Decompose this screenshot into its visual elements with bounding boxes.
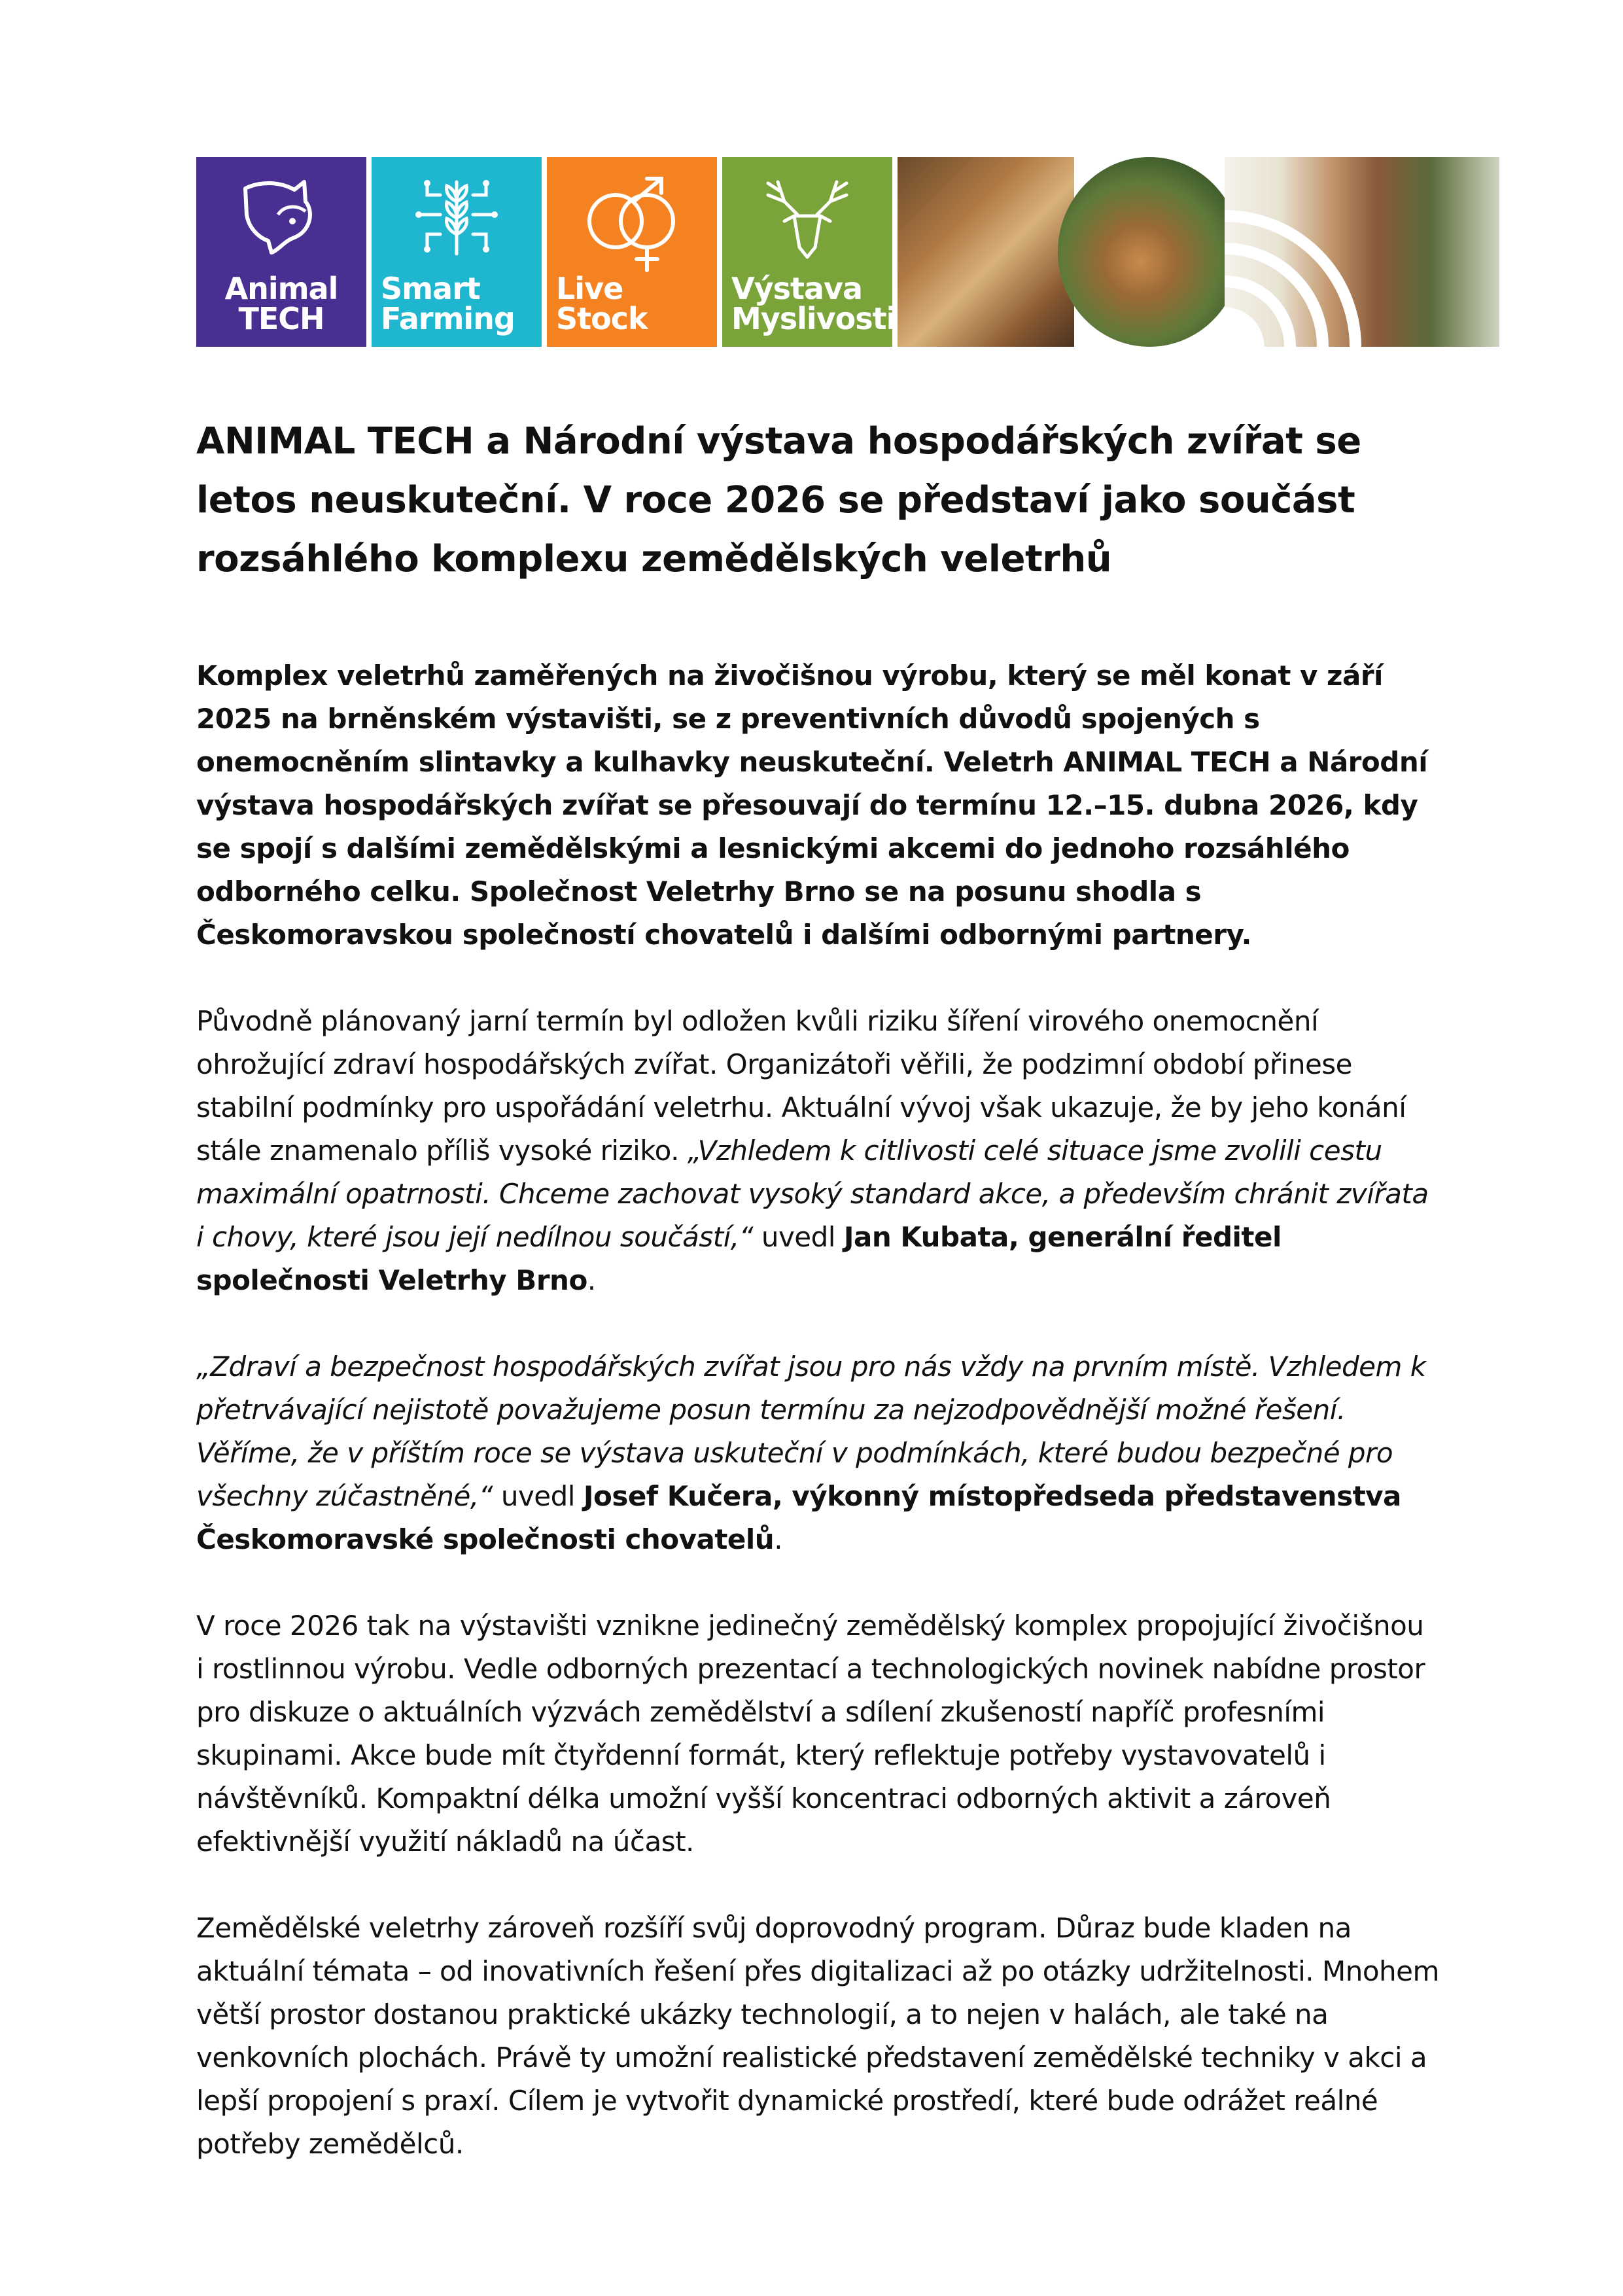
paragraph-1-text: Původně plánovaný jarní termín byl odložen kvůli riziku šíření virového onemocnění ohrožující zdraví hospodářských zvířat. Organizátoři věřili, že podzimní období přinese stabilní podmínky pro uspořádání veletrhu. Aktuální vývoj však ukazuje, že by jeho konání stále znamenalo příliš vysoké riziko. bbox=[196, 1005, 1406, 1167]
circuit-wheat-icon bbox=[408, 175, 506, 260]
deer-antlers-icon bbox=[755, 175, 860, 267]
paragraph-3: V roce 2026 tak na výstavišti vznikne jedinečný zemědělský komplex propojující živočišnou i rostlinnou výrobu. Vedle odborných prezentací a technologických novinek nabídne prostor pro diskuze o aktuálních výzvách zemědělství a sdílení zkušeností napříč profesními skupinami. Akce bude mít čtyřdenní formát, který reflektuje potřeby vystavovatelů i návštěvníků. Kompaktní délka umožní vyšší koncentraci odborných aktivit a zároveň efektivnější využití nákladů na účast. bbox=[196, 1610, 1425, 1858]
paragraph-1-verb: uvedl bbox=[752, 1221, 844, 1253]
cow-and-calf-photo bbox=[898, 157, 1074, 347]
paragraph-1 bbox=[196, 1000, 1439, 1302]
paragraph-2 bbox=[196, 1345, 1439, 1561]
gender-symbols-icon bbox=[576, 175, 688, 274]
article-lead: Komplex veletrhů zaměřených na živočišnou výrobu, který se měl konat v září 2025 na brněnském výstavišti, se z preventivních důvodů spojených s onemocněním slintavky a kulhavky neuskuteční. Veletrh ANIMAL TECH a Národní výstava hospodářských zvířat se přesouvají do termínu 12.–15. dubna 2026, kdy se spojí s dalšími zemědělskými a lesnickými akcemi do jednoho rozsáhlého odborného celku. Společnost Veletrhy Brno se na posunu shodla s Českomoravskou společností chovatelů i dalšími odbornými partnery. bbox=[196, 660, 1428, 951]
article bbox=[196, 412, 1439, 2209]
animal-tech-logo bbox=[196, 157, 366, 347]
vystava-myslivosti-logo bbox=[722, 157, 896, 347]
banner-photos bbox=[898, 157, 1499, 347]
paragraph-1-speaker: Jan Kubata, generální ředitel společnosti Veletrhy Brno bbox=[196, 1221, 1282, 1296]
smart-farming-label: Smart Farming bbox=[381, 271, 515, 336]
paragraph-2-quote: „Zdraví a bezpečnost hospodářských zvířat jsou pro nás vždy na prvním místě. Vzhledem k přetrvávající nejistotě považujeme posun termínu za nejzodpovědnější možné řešení. Věříme, že v příštím roce se výstava uskuteční v podmínkách, které budou bezpečné pro všechny zúčastněné,“ bbox=[196, 1351, 1426, 1512]
animal-tech-label: Animal TECH bbox=[224, 271, 338, 336]
paragraph-2-end: . bbox=[774, 1523, 783, 1555]
paragraph-2-verb: uvedl bbox=[492, 1480, 584, 1512]
vystava-myslivosti-label: Výstava Myslivosti bbox=[731, 271, 896, 336]
live-stock-label: Live Stock bbox=[556, 271, 648, 336]
paragraph-1-end: . bbox=[587, 1264, 596, 1296]
rings-decoration bbox=[1225, 157, 1499, 347]
live-stock-logo bbox=[547, 157, 717, 347]
header-banner bbox=[196, 157, 1439, 347]
animal-head-icon bbox=[232, 175, 330, 260]
paragraph-1-quote: „Vzhledem k citlivosti celé situace jsme zvolili cestu maximální opatrnosti. Chceme zachovat vysoký standard akce, a především chránit zvířata i chovy, které jsou její nedílnou součástí,“ bbox=[196, 1135, 1429, 1253]
article-title: ANIMAL TECH a Národní výstava hospodářských zvířat se letos neuskuteční. V roce 2026 se představí jako součást rozsáhlého komplexu zemědělských veletrhů bbox=[196, 420, 1361, 580]
paragraph-2-speaker: Josef Kučera, výkonný místopředseda představenstva Českomoravské společnosti chovatelů bbox=[196, 1480, 1401, 1555]
paragraph-4: Zemědělské veletrhy zároveň rozšíří svůj doprovodný program. Důraz bude kladen na aktuální témata – od inovativních řešení přes digitalizaci až po otázky udržitelnosti. Mnohem větší prostor dostanou praktické ukázky technologií, a to nejen v halách, ale také na venkovních plochách. Právě ty umožní realistické představení zemědělské techniky v akci a lepší propojení s praxí. Cílem je vytvořit dynamické prostředí, které bude odrážet reálné potřeby zemědělců. bbox=[196, 1912, 1439, 2160]
fawn-photo bbox=[1058, 157, 1241, 347]
smart-farming-logo bbox=[372, 157, 542, 347]
